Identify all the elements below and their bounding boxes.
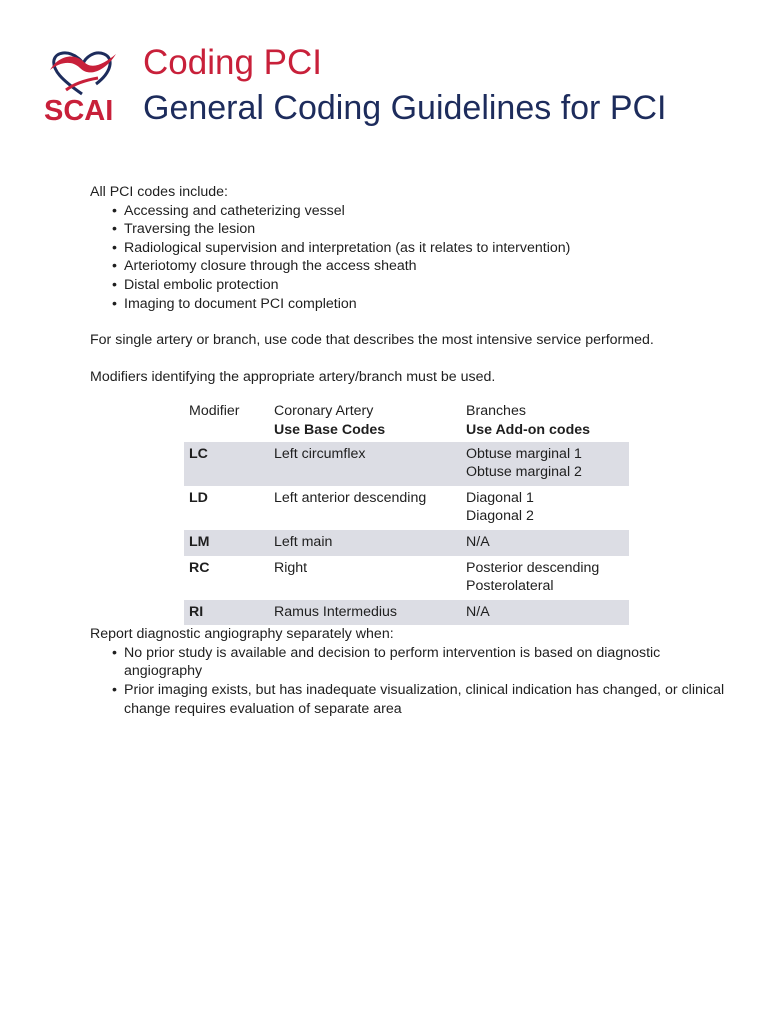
heart-swoosh-icon [48,50,118,96]
branch-name: Obtuse marginal 2 [466,464,582,481]
table-header-row [184,402,629,441]
list-item: • Radiological supervision and interpretation (as it relates to intervention) [112,239,730,258]
header-modifier: Modifier [189,403,240,420]
diagnostic-lead: Report diagnostic angiography separately when: [90,626,394,643]
table-row [184,556,629,600]
artery-name: Ramus Intermedius [269,600,461,626]
artery-name: Left main [269,530,461,556]
intro-list [90,202,730,314]
header-branches-label: Branches [466,403,526,420]
table-row [184,600,629,626]
branch-name: Diagonal 1 [466,489,534,506]
branch-name: N/A [466,603,490,620]
intro-lead: All PCI codes include: [90,184,229,200]
logo-text: SCAI [44,95,114,127]
page-subtitle: General Coding Guidelines for PCI [143,89,667,127]
header-artery [269,402,461,441]
branch-name: Posterolateral [466,578,554,595]
list-item: • No prior study is available and decision to perform intervention is based on diagnostic angiography [112,644,730,681]
header-artery-sub: Use Base Codes [274,421,386,438]
list-item: • Prior imaging exists, but has inadequate visualization, clinical indication has changed, or clinical change requires evaluation of separate area [112,681,730,718]
scai-logo [42,50,122,130]
branch-list [461,442,629,486]
modifier-code: RC [189,559,210,576]
header-branches-sub: Use Add-on codes [466,421,591,438]
list-item: • Imaging to document PCI completion [112,295,730,314]
modifier-table [184,402,629,625]
branch-list [461,600,629,626]
list-item: • Arteriotomy closure through the access sheath [112,257,730,276]
branch-name: Posterior descending [466,559,600,576]
artery-name: Right [274,559,308,576]
modifier-code: LM [184,530,269,556]
branch-name: Diagonal 2 [466,508,534,525]
table-row [184,442,629,486]
modifier-code: LD [189,489,208,506]
modifier-code: LC [184,442,269,486]
list-item: • Traversing the lesion [112,220,730,239]
table-row [184,486,629,530]
modifiers-note: Modifiers identifying the appropriate artery/branch must be used. [90,368,496,385]
list-item: • Accessing and catheterizing vessel [112,202,730,221]
diagnostic-list [90,644,730,718]
table-row [184,530,629,556]
header-branches [461,402,629,441]
branch-list [461,486,629,530]
modifier-code: RI [184,600,269,626]
single-artery-note: For single artery or branch, use code that describes the most intensive service performed. [90,332,654,349]
branch-name: N/A [466,533,490,550]
branch-list [461,556,629,600]
artery-name: Left anterior descending [274,489,427,506]
branch-name: Obtuse marginal 1 [466,445,582,462]
branch-list [461,530,629,556]
header-artery-label: Coronary Artery [274,403,374,420]
list-item: • Distal embolic protection [112,276,730,295]
artery-name: Left circumflex [269,442,461,486]
page-title: Coding PCI [143,43,322,82]
document-body [90,183,730,718]
